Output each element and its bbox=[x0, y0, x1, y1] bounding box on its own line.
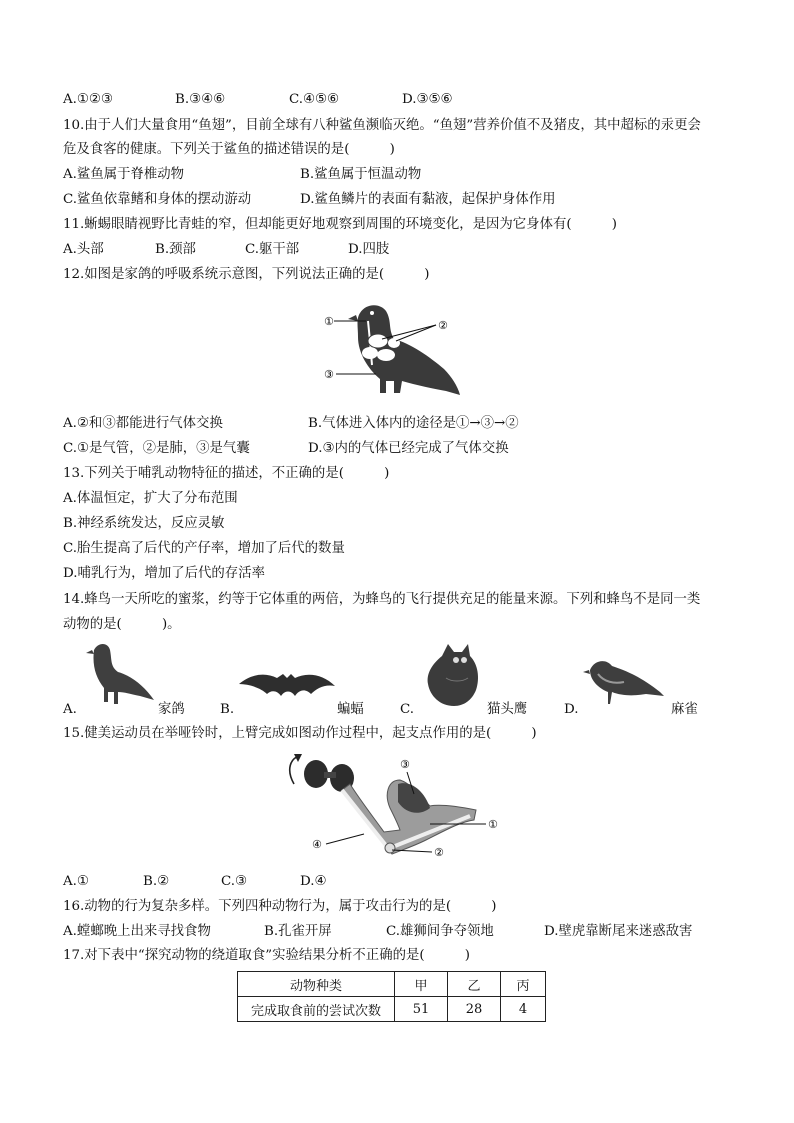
q10-stem-line2: 危及食客的健康。下列关于鲨鱼的描述错误的是( ) bbox=[63, 142, 395, 157]
q12-stem: 12.如图是家鸽的呼吸系统示意图，下列说法正确的是( ) bbox=[63, 267, 430, 282]
arm-label-3: ③ bbox=[400, 758, 410, 771]
arm-dumbbell-figure bbox=[280, 750, 510, 865]
q9-option-d[interactable]: D.③⑤⑥ bbox=[402, 92, 453, 107]
q10-option-a[interactable]: A.鲨鱼属于脊椎动物 bbox=[63, 167, 185, 182]
q14-option-a-letter[interactable]: A. bbox=[63, 702, 77, 717]
q10-stem-line1: 10.由于人们大量食用“鱼翅”，目前全球有八种鲨鱼濒临灭绝。“鱼翅”营养价值不及猪皮，其中超标的汞更会 bbox=[63, 118, 701, 133]
pigeon-eye bbox=[370, 311, 374, 315]
detour-feeding-table bbox=[237, 971, 546, 1022]
table-header-cell: 丙 bbox=[501, 972, 546, 997]
owl-body bbox=[428, 644, 478, 706]
q15-option-b[interactable]: B.② bbox=[143, 874, 170, 889]
label-2-leader-b bbox=[396, 325, 436, 341]
q11-option-a[interactable]: A.头部 bbox=[63, 242, 104, 257]
table-cell: 4 bbox=[501, 997, 546, 1022]
forearm-bone bbox=[342, 790, 388, 848]
arm-label-4: ④ bbox=[312, 838, 322, 851]
q14-option-c-letter[interactable]: C. bbox=[400, 702, 415, 717]
q14-option-b-name: 蝙蝠 bbox=[337, 702, 364, 717]
pigeon-beak-small bbox=[86, 650, 94, 654]
pigeon-label-2: ② bbox=[438, 319, 448, 332]
q16-stem: 16.动物的行为复杂多样。下列四种动物行为，属于攻击行为的是( ) bbox=[63, 899, 497, 914]
pigeon-beak bbox=[348, 315, 358, 321]
table-row bbox=[238, 997, 546, 1022]
q14-option-b-letter[interactable]: B. bbox=[220, 702, 235, 717]
air-sac-shape-2 bbox=[377, 349, 395, 361]
q11-stem: 11.蜥蜴眼睛视野比青蛙的窄，但却能更好地观察到周围的环境变化，是因为它身体有( ) bbox=[63, 217, 617, 232]
air-sac-shape-3 bbox=[388, 338, 400, 348]
q15-option-a[interactable]: A.① bbox=[63, 874, 89, 889]
owl-eye-left bbox=[453, 657, 459, 663]
q16-option-a[interactable]: A.螳螂晚上出来寻找食物 bbox=[63, 924, 211, 939]
q14-option-a-name: 家鸽 bbox=[158, 702, 185, 717]
q9-option-c[interactable]: C.④⑤⑥ bbox=[289, 92, 340, 107]
owl-image bbox=[418, 638, 488, 708]
bat-body bbox=[239, 674, 335, 696]
q12-option-c[interactable]: C.①是气管，②是肺，③是气囊 bbox=[63, 441, 250, 456]
sparrow-image bbox=[580, 652, 670, 712]
arm-label-2: ② bbox=[434, 846, 444, 859]
q11-option-b[interactable]: B.颈部 bbox=[155, 242, 196, 257]
q10-option-d[interactable]: D.鲨鱼鳞片的表面有黏液，起保护身体作用 bbox=[300, 192, 556, 207]
q13-option-a[interactable]: A.体温恒定，扩大了分布范围 bbox=[63, 491, 238, 506]
q17-stem: 17.对下表中“探究动物的绕道取食”实验结果分析不正确的是( ) bbox=[63, 948, 470, 963]
q16-option-b[interactable]: B.孔雀开屏 bbox=[264, 924, 332, 939]
dumbbell-bar bbox=[324, 772, 336, 778]
table-header-cell: 动物种类 bbox=[238, 972, 395, 997]
q13-option-d[interactable]: D.哺乳行为，增加了后代的存活率 bbox=[63, 566, 265, 581]
pigeon-image bbox=[80, 638, 160, 708]
q10-option-b[interactable]: B.鲨鱼属于恒温动物 bbox=[300, 167, 422, 182]
table-cell: 28 bbox=[448, 997, 501, 1022]
q10-option-c[interactable]: C.鲨鱼依靠鳍和身体的摆动游动 bbox=[63, 192, 252, 207]
label-4-pointer bbox=[326, 834, 364, 844]
pigeon-label-3: ③ bbox=[324, 368, 334, 381]
owl-eye-right bbox=[461, 657, 467, 663]
table-header-cell: 甲 bbox=[395, 972, 448, 997]
q15-stem: 15.健美运动员在举哑铃时，上臂完成如图动作过程中，起支点作用的是( ) bbox=[63, 726, 537, 741]
pigeon-label-1: ① bbox=[324, 315, 334, 328]
q14-option-c-name: 猫头鹰 bbox=[487, 702, 528, 717]
q14-option-d-letter[interactable]: D. bbox=[564, 702, 579, 717]
elbow-joint bbox=[385, 843, 395, 853]
sparrow-body bbox=[590, 661, 664, 704]
q13-stem: 13.下列关于哺乳动物特征的描述，不正确的是( ) bbox=[63, 466, 390, 481]
q12-option-a[interactable]: A.②和③都能进行气体交换 bbox=[63, 416, 223, 431]
q13-option-b[interactable]: B.神经系统发达，反应灵敏 bbox=[63, 516, 225, 531]
q14-option-d-name: 麻雀 bbox=[671, 702, 698, 717]
q15-option-d[interactable]: D.④ bbox=[300, 874, 327, 889]
table-header-row bbox=[238, 972, 546, 997]
q14-stem-line2: 动物的是( )。 bbox=[63, 617, 181, 632]
q9-option-a[interactable]: A.①②③ bbox=[63, 92, 113, 107]
q11-option-d[interactable]: D.四肢 bbox=[348, 242, 390, 257]
table-header-cell: 乙 bbox=[448, 972, 501, 997]
lung-shape bbox=[368, 334, 388, 348]
q14-stem-line1: 14.蜂鸟一天所吃的蜜浆，约等于它体重的两倍，为蜂鸟的飞行提供充足的能量来源。下列和蜂鸟不是同一类 bbox=[63, 592, 701, 607]
q15-option-c[interactable]: C.③ bbox=[221, 874, 248, 889]
q12-option-d[interactable]: D.③内的气体已经完成了气体交换 bbox=[308, 441, 509, 456]
q11-option-c[interactable]: C.躯干部 bbox=[245, 242, 300, 257]
q13-option-c[interactable]: C.胎生提高了后代的产仔率，增加了后代的数量 bbox=[63, 541, 345, 556]
table-cell: 51 bbox=[395, 997, 448, 1022]
sparrow-beak bbox=[583, 670, 590, 674]
q16-option-c[interactable]: C.雄狮间争夺领地 bbox=[386, 924, 494, 939]
q9-option-b[interactable]: B.③④⑥ bbox=[175, 92, 226, 107]
q16-option-d[interactable]: D.壁虎靠断尾来迷惑敌害 bbox=[544, 924, 693, 939]
pigeon-respiratory-figure bbox=[320, 295, 470, 405]
pigeon-body bbox=[93, 644, 154, 704]
bat-image bbox=[237, 668, 337, 708]
air-sac-shape-1 bbox=[362, 347, 378, 359]
table-cell: 完成取食前的尝试次数 bbox=[238, 997, 395, 1022]
arm-label-1: ① bbox=[488, 818, 498, 831]
q12-option-b[interactable]: B.气体进入体内的途径是①→③→② bbox=[308, 416, 519, 431]
